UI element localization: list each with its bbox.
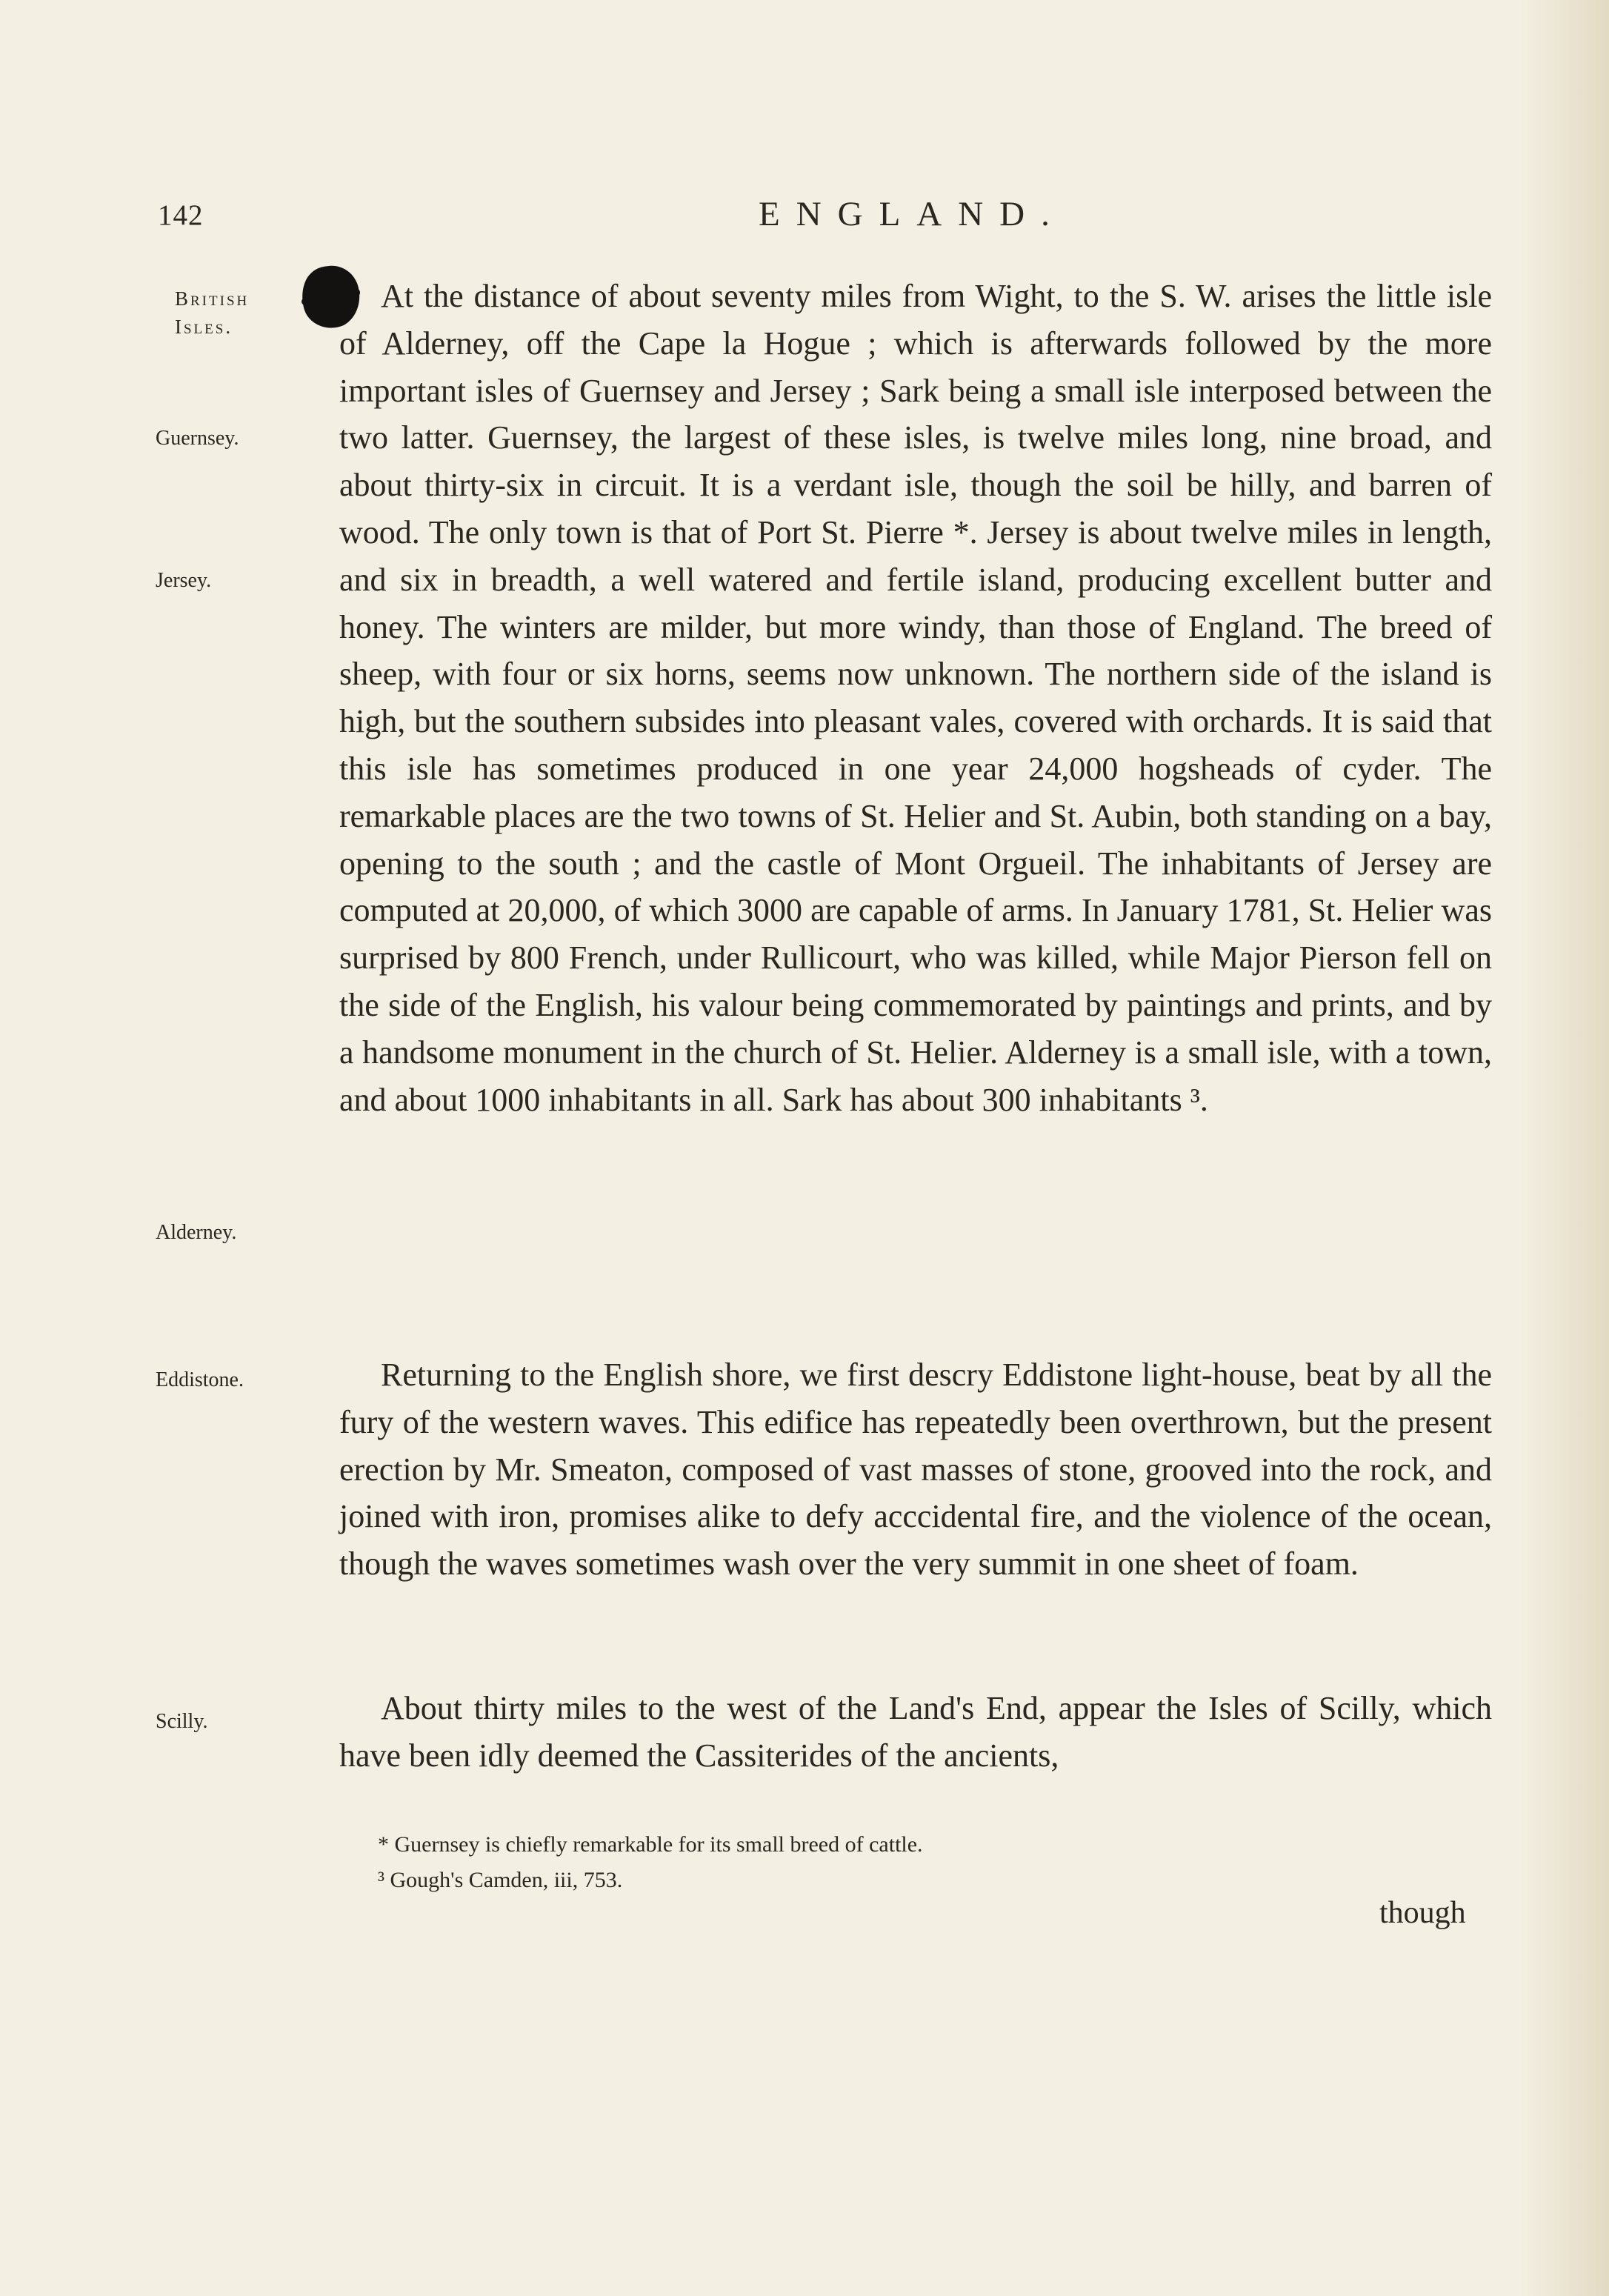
footnote-guernsey: * Guernsey is chiefly remarkable for its small breed of cattle. bbox=[378, 1832, 923, 1857]
footnotes bbox=[378, 1827, 923, 1898]
paragraph-eddistone: Returning to the English shore, we first descry Eddistone light-house, beat by all the fury of the western waves. This edifice has repeatedly been overthrown, but the present erection by Mr. Smeaton, composed of vast masses of stone, grooved into the rock, and joined with iron, promises alike to defy acccidental fire, and the violence of the ocean, though the waves sometimes wash over the very summit in one sheet of foam. bbox=[339, 1357, 1492, 1583]
marginal-note-jersey: Jersey. bbox=[156, 569, 212, 592]
page-edge-shading bbox=[1520, 0, 1609, 2296]
marginal-note-alderney: Alderney. bbox=[156, 1221, 237, 1244]
paragraph-channel-islands: At the distance of about seventy miles from Wight, to the S. W. arises the little isle of Alderney, off the Cape la Hogue ; which is afterwards followed by the more important isles of Guernsey and Jersey ; Sark being a small isle interposed between the two latter. Guernsey, the largest of these isles, is twelve miles long, nine broad, and about thirty-six in circuit. It is a verdant isle, though the soil be hilly, and barren of wood. The only town is that of Port St. Pierre *. Jersey is about twelve miles in length, and six in breadth, a well watered and fertile island, producing excellent butter and honey. The winters are milder, but more windy, than those of England. The breed of sheep, with four or six horns, seems now unknown. The northern side of the island is high, but the southern subsides into pleasant vales, covered with orchards. It is said that this isle has sometimes produced in one year 24,000 hogsheads of cyder. The remarkable places are the two towns of St. Helier and St. Aubin, both standing on a bay, opening to the south ; and the castle of Mont Orgueil. The inhabitants of Jersey are computed at 20,000, of which 3000 are capable of arms. In January 1781, St. Helier was surprised by 800 French, under Rullicourt, who was killed, while Major Pierson fell on the side of the English, his valour being commemorated by paintings and prints, and by a handsome monument in the church of St. Helier. Alderney is a small isle, with a town, and about 1000 inhabitants in all. Sark has about 300 inhabitants ³. bbox=[339, 278, 1492, 1118]
running-head: ENGLAND. bbox=[759, 195, 1066, 233]
marginal-note-eddistone: Eddistone. bbox=[156, 1368, 244, 1391]
marginal-note-guernsey: Guernsey. bbox=[156, 427, 239, 450]
paragraph-scilly: About thirty miles to the west of the Land's End, appear the Isles of Scilly, which have been idly deemed the Cassiterides of the ancients, bbox=[339, 1690, 1492, 1774]
page-number: 142 bbox=[158, 199, 204, 231]
marginal-note-british-isles: British Isles. bbox=[175, 287, 250, 338]
marginal-note-scilly: Scilly. bbox=[156, 1710, 208, 1733]
catchword: though bbox=[1379, 1896, 1466, 1930]
footnote-goughs-camden: ³ Gough's Camden, iii, 753. bbox=[378, 1868, 623, 1892]
